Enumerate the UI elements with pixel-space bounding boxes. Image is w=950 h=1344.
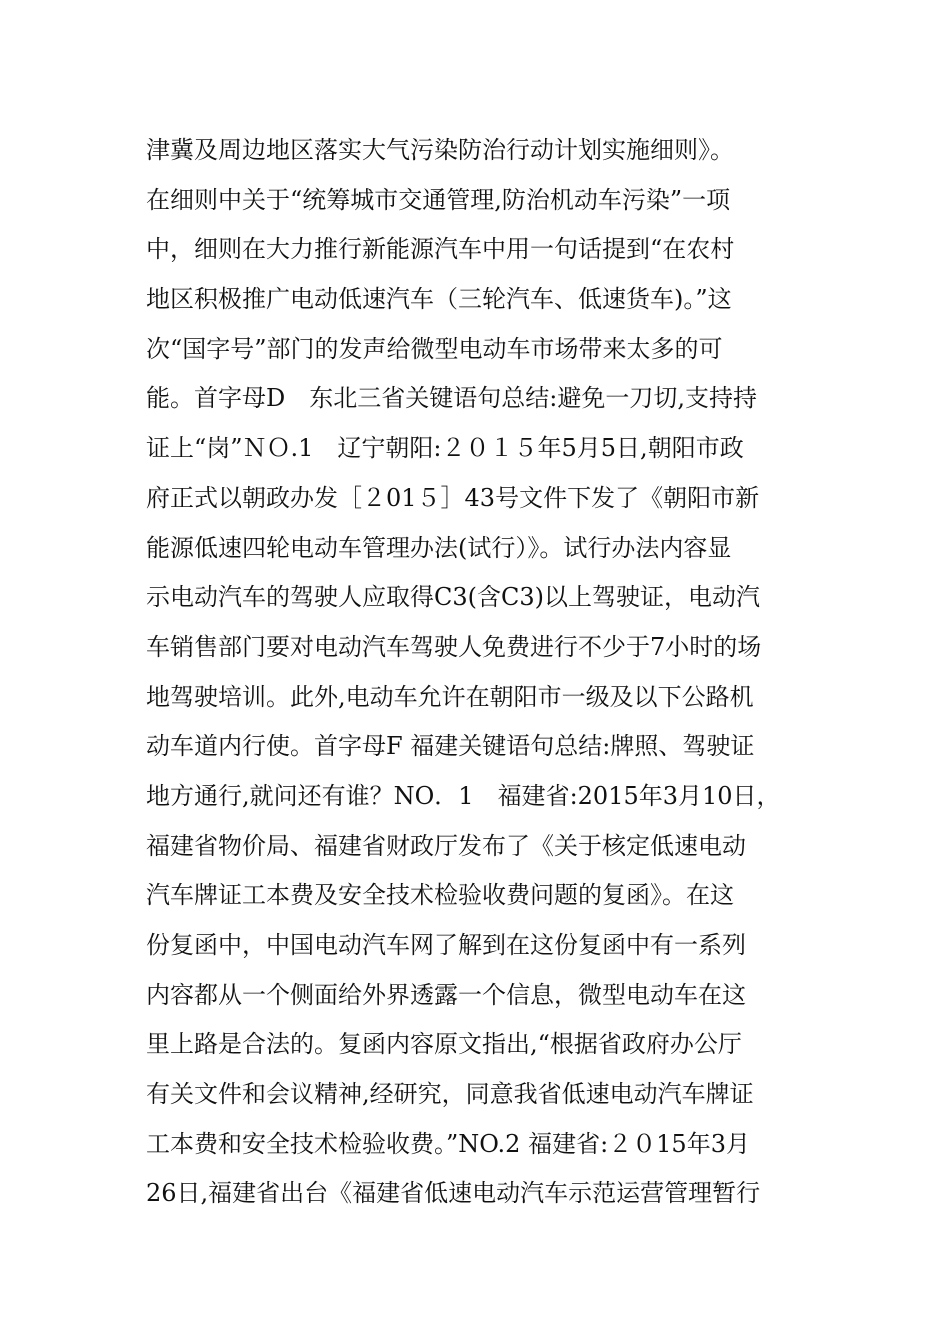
text-line: 府正式以朝政办发［２01５］43号文件下发了《朝阳市新 (146, 483, 760, 512)
text-line: 福建省物价局、福建省财政厅发布了《关于核定低速电动 (146, 831, 746, 860)
text-line: 地方通行,就问还有谁？NO．1 福建省:2015年3月10日， (146, 781, 781, 810)
text-line: 内容都从一个侧面给外界透露一个信息，微型电动车在这 (146, 980, 746, 1009)
text-line: 地区积极推广电动低速汽车（三轮汽车、低速货车)。”这 (146, 285, 732, 314)
text-line: 汽车牌证工本费及安全技术检验收费问题的复函》。在这 (146, 881, 734, 910)
text-line: 示电动汽车的驾驶人应取得C3(含C3)以上驾驶证，电动汽 (146, 583, 760, 612)
text-line: 里上路是合法的。复函内容原文指出,“根据省政府办公厅 (146, 1030, 742, 1059)
text-line: 津冀及周边地区落实大气污染防治行动计划实施细则》。 (146, 136, 734, 164)
text-line: 车销售部门要对电动汽车驾驶人免费进行不少于7小时的场 (146, 632, 762, 661)
body-text (146, 126, 818, 1219)
text-line: 次“国字号”部门的发声给微型电动车市场带来太多的可 (146, 334, 723, 363)
text-line: 份复函中，中国电动汽车网了解到在这份复函中有一系列 (146, 931, 746, 959)
text-line: 工本费和安全技术检验收费。”NO.2 福建省:２０15年3月 (146, 1129, 750, 1158)
text-line: 26日,福建省出台《福建省低速电动汽车示范运营管理暂行 (146, 1179, 761, 1208)
text-line: 动车道内行使。首字母F 福建关键语句总结:牌照、驾驶证 (146, 732, 755, 761)
text-line: 能。首字母D 东北三省关键语句总结:避免一刀切,支持持 (146, 384, 757, 413)
text-line: 在细则中关于“统筹城市交通管理,防治机动车污染”一项 (146, 185, 731, 214)
text-line: 地驾驶培训。此外,电动车允许在朝阳市一级及以下公路机 (146, 682, 754, 711)
text-line: 中，细则在大力推行新能源汽车中用一句话提到“在农村 (146, 235, 735, 264)
text-line: 证上“岗”ＮＯ.1 辽宁朝阳:２０１５年5月5日,朝阳市政 (146, 434, 744, 463)
text-line: 能源低速四轮电动车管理办法(试行）》。试行办法内容显 (146, 533, 732, 562)
text-line: 有关文件和会议精神,经研究，同意我省低速电动汽车牌证 (146, 1080, 754, 1109)
